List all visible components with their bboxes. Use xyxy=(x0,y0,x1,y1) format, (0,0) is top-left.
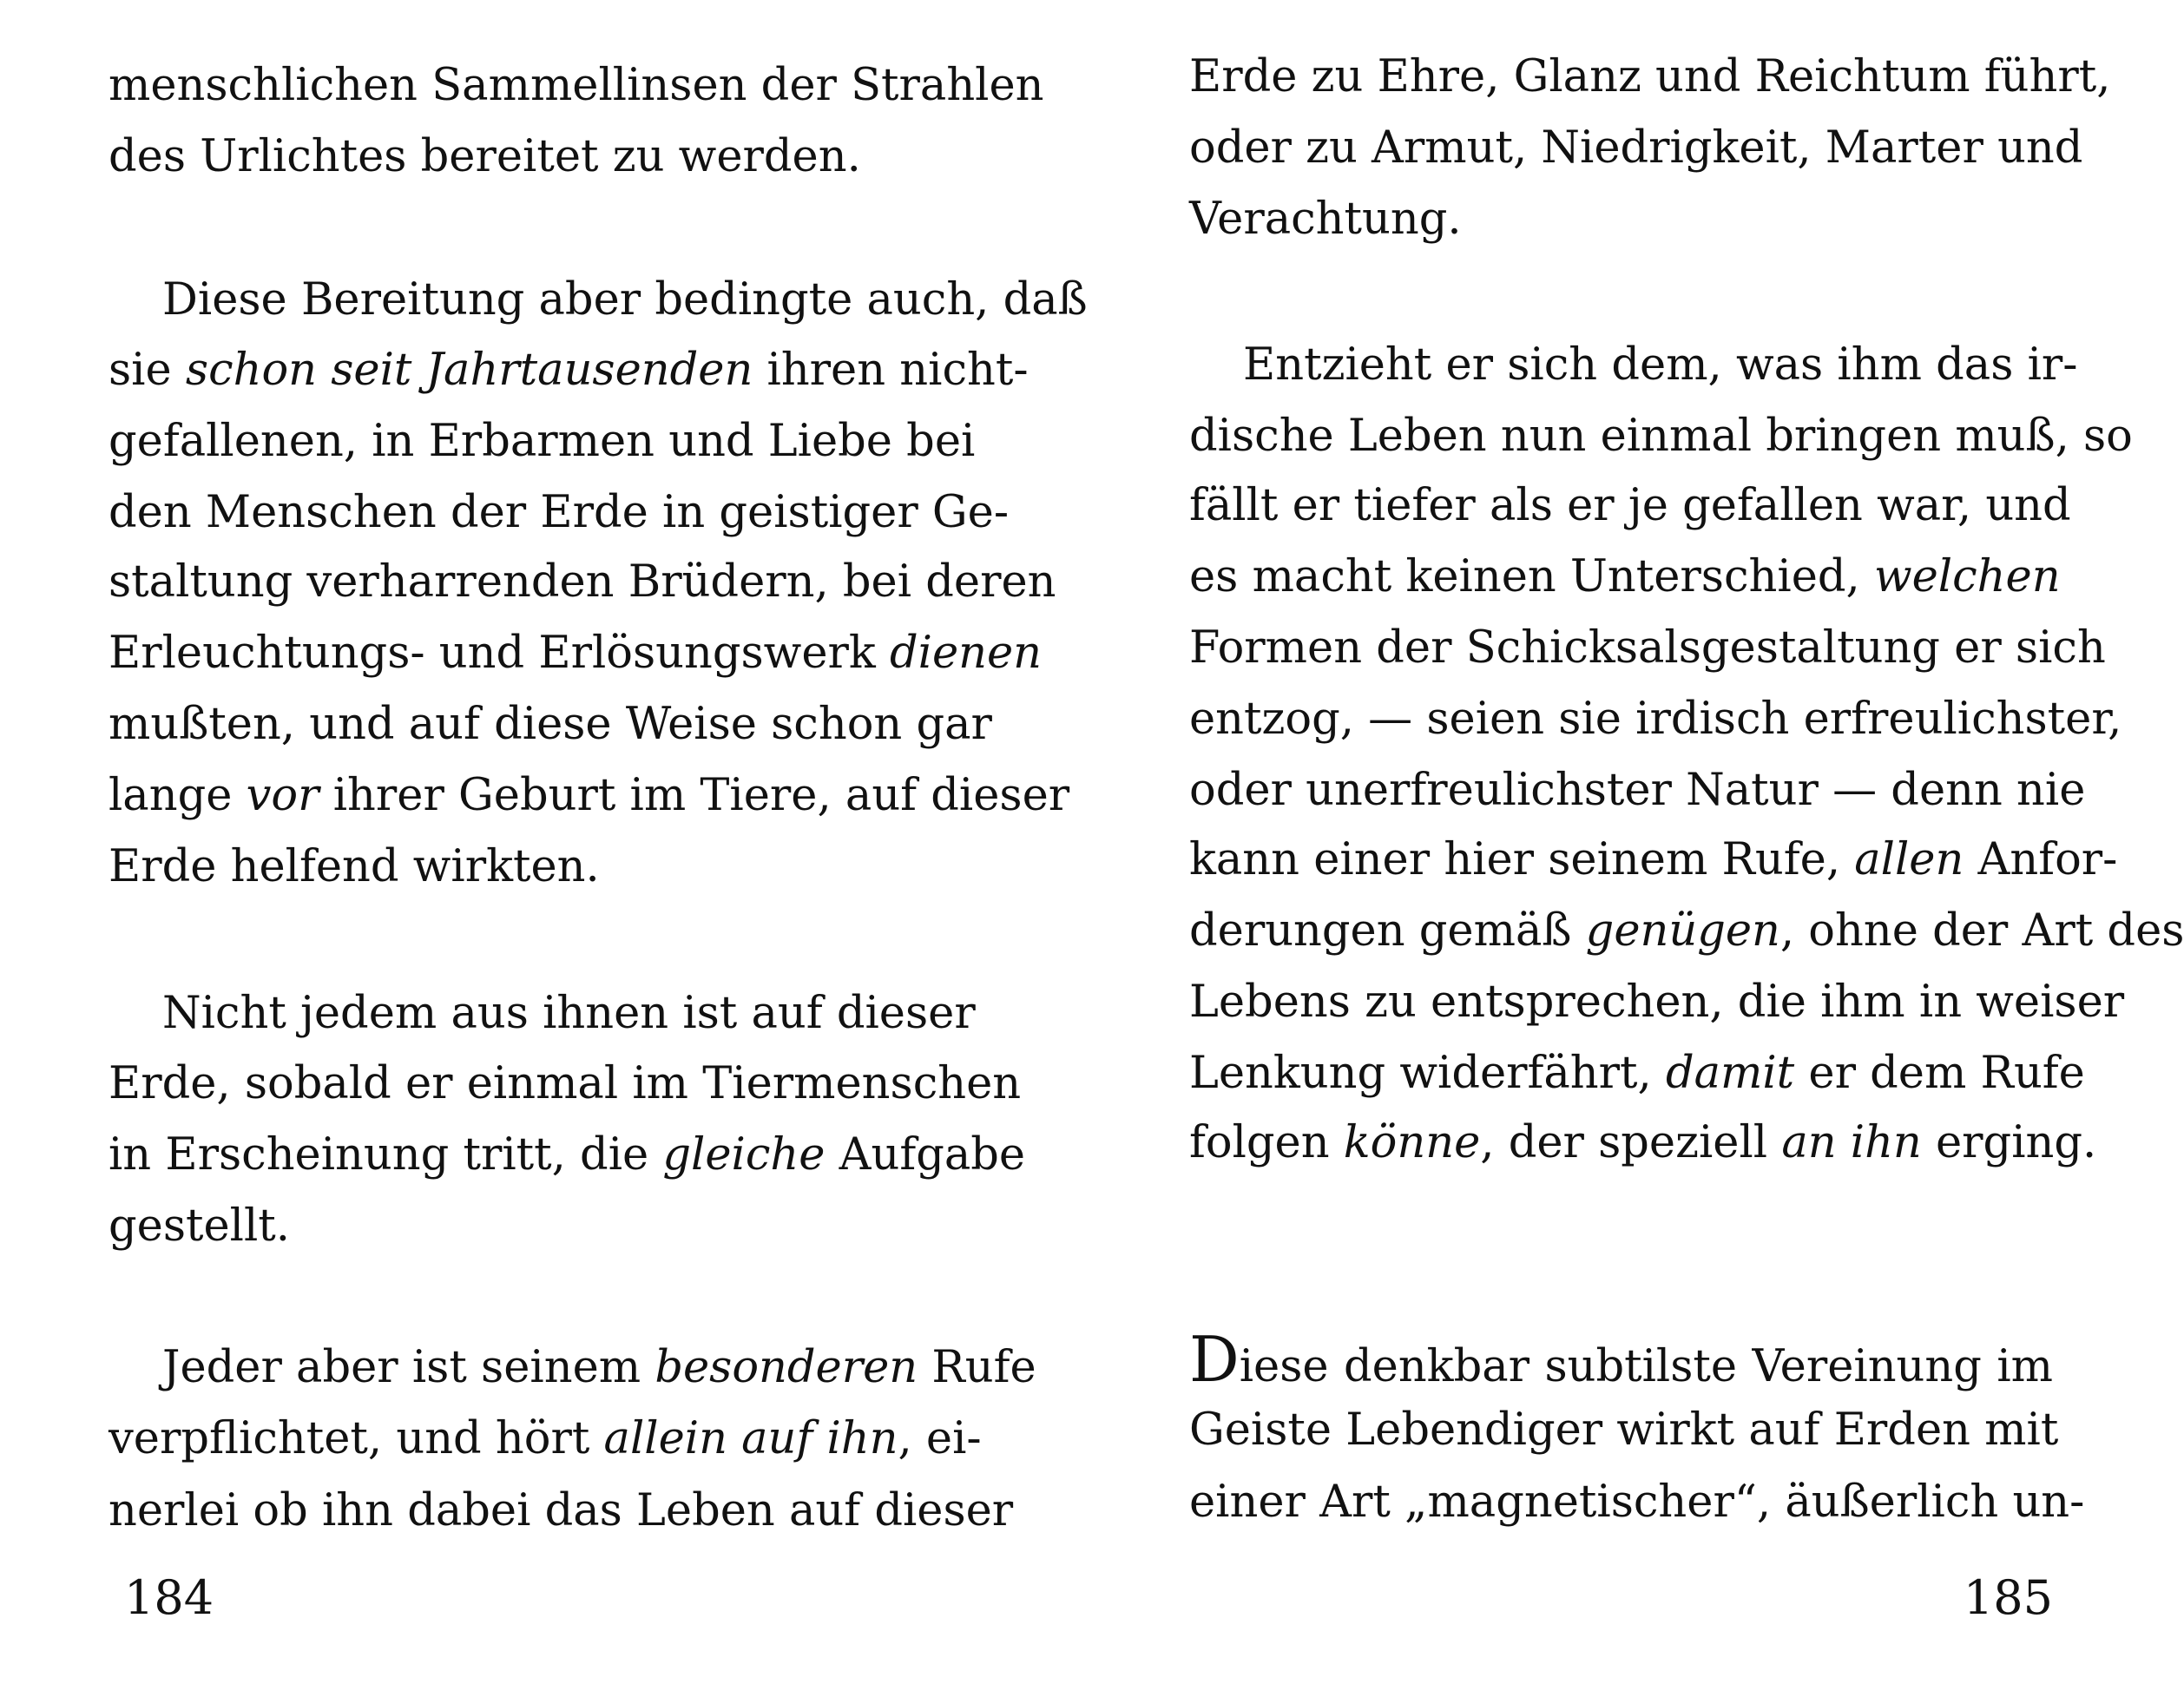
text-segment: Erde zu Ehre, Glanz und Reichtum führt, xyxy=(1189,51,2111,102)
text-segment: des Urlichtes bereitet zu werden. xyxy=(109,131,861,182)
text-line xyxy=(109,689,992,760)
text-segment: staltung verharrenden Brüdern, bei deren xyxy=(109,556,1056,608)
page-number: 184 xyxy=(124,1570,214,1625)
text-segment: erging. xyxy=(1921,1117,2097,1168)
text-segment: Nicht jedem aus ihnen ist auf dieser xyxy=(162,988,976,1039)
text-line xyxy=(109,406,976,477)
emphasis-text: welchen xyxy=(1873,551,2061,602)
page-number: 185 xyxy=(1963,1570,2053,1625)
text-segment: dische Leben nun einmal bringen muß, so xyxy=(1189,411,2133,462)
emphasis-text: allein auf ihn xyxy=(603,1413,898,1464)
text-segment: Aufgabe xyxy=(825,1129,1026,1181)
text-segment: , der speziell xyxy=(1480,1117,1782,1168)
right-page xyxy=(1189,0,2184,1684)
text-line xyxy=(1189,684,2122,755)
text-segment: menschlichen Sammellinsen der Strahlen xyxy=(109,60,1044,111)
text-line xyxy=(1189,613,2106,684)
text-line xyxy=(109,1332,1036,1404)
text-segment: ihrer Geburt im Tiere, auf dieser xyxy=(319,770,1070,821)
text-line xyxy=(109,122,972,193)
text-line xyxy=(1189,42,2111,113)
text-line xyxy=(1189,1038,2085,1109)
text-segment: es macht keinen Unterschied, xyxy=(1189,551,1874,602)
text-line xyxy=(109,335,1029,406)
text-segment: kann einer hier seinem Rufe, xyxy=(1189,834,1855,885)
text-line xyxy=(109,50,1044,122)
text-segment: Formen der Schicksalsgestaltung er sich xyxy=(1189,622,2106,674)
text-line xyxy=(109,547,1056,618)
text-segment: gefallenen, in Erbarmen und Liebe bei xyxy=(109,416,976,467)
text-segment: mußten, und auf diese Weise schon gar xyxy=(109,699,992,750)
emphasis-text: damit xyxy=(1665,1048,1795,1099)
text-segment: den Menschen der Erde in geistiger Ge- xyxy=(109,487,1010,538)
text-segment: in Erscheinung tritt, die xyxy=(109,1129,663,1181)
text-segment: nerlei ob ihn dabei das Leben auf dieser xyxy=(109,1485,1014,1536)
emphasis-text: vor xyxy=(246,770,319,821)
text-segment: oder unerfreulichster Natur — denn nie xyxy=(1189,765,2086,816)
text-line xyxy=(1189,542,2061,613)
text-segment: ihren nicht- xyxy=(753,345,1029,396)
text-segment: , ei- xyxy=(898,1413,982,1464)
text-line xyxy=(1189,896,2184,967)
text-segment: er dem Rufe xyxy=(1794,1048,2085,1099)
text-line xyxy=(1189,184,2053,255)
text-line xyxy=(109,477,1010,549)
text-segment: einer Art „magnetischer“, äußerlich un- xyxy=(1189,1477,2085,1528)
text-segment: Erde, sobald er einmal im Tiermenschen xyxy=(109,1058,1022,1109)
text-segment: iese denkbar subtilste Vereinung im xyxy=(1239,1341,2053,1392)
emphasis-text: allen xyxy=(1854,834,1964,885)
text-segment: Erleuchtungs- und Erlösungswerk xyxy=(109,628,890,679)
text-segment: , ohne der Art des xyxy=(1779,905,2184,957)
text-line xyxy=(109,1404,982,1475)
text-segment: Lebens zu entsprechen, die ihm in weiser xyxy=(1189,977,2125,1028)
emphasis-text: schon seit Jahrtausenden xyxy=(185,345,753,396)
text-segment: Lenkung widerfährt, xyxy=(1189,1048,1666,1099)
text-line xyxy=(1189,1467,2085,1538)
left-page xyxy=(109,0,1088,1684)
text-line xyxy=(1189,825,2118,896)
text-line xyxy=(109,618,1043,689)
text-segment: entzog, — seien sie irdisch erfreulichster, xyxy=(1189,694,2122,745)
text-segment: fällt er tiefer als er je gefallen war, und xyxy=(1189,480,2071,531)
text-segment: oder zu Armut, Niedrigkeit, Marter und xyxy=(1189,122,2083,174)
text-segment: gestellt. xyxy=(109,1201,291,1252)
emphasis-text: besonderen xyxy=(655,1342,918,1393)
text-line xyxy=(109,832,972,903)
text-line xyxy=(109,265,1088,336)
text-line xyxy=(1189,1108,2097,1179)
text-line xyxy=(109,1191,972,1262)
emphasis-text: dienen xyxy=(890,628,1043,679)
text-segment: Jeder aber ist seinem xyxy=(162,1342,655,1393)
text-line xyxy=(1189,113,2083,184)
text-line xyxy=(109,1476,1014,1547)
text-line xyxy=(1189,330,2078,401)
text-line xyxy=(1189,401,2133,472)
drop-cap: D xyxy=(1189,1323,1240,1396)
text-line xyxy=(109,760,1070,832)
text-segment: Diese Bereitung aber bedingte auch, daß xyxy=(162,274,1088,326)
emphasis-text: könne xyxy=(1343,1117,1481,1168)
text-segment: Geiste Lebendiger wirkt auf Erden mit xyxy=(1189,1404,2059,1456)
text-segment: derungen gemäß xyxy=(1189,905,1586,957)
text-line xyxy=(109,978,976,1049)
text-segment: Erde helfend wirkten. xyxy=(109,841,600,892)
text-segment: Entzieht er sich dem, was ihm das ir- xyxy=(1243,339,2078,391)
emphasis-text: an ihn xyxy=(1781,1117,1922,1168)
emphasis-text: genügen xyxy=(1585,905,1780,957)
text-segment: sie xyxy=(109,345,186,396)
text-line xyxy=(1189,1324,2053,1395)
text-segment: Verachtung. xyxy=(1189,194,1462,245)
emphasis-text: gleiche xyxy=(662,1129,826,1181)
text-line xyxy=(1189,470,2071,542)
text-line xyxy=(1189,967,2125,1038)
text-line xyxy=(1189,755,2086,826)
text-segment: lange xyxy=(109,770,247,821)
text-line xyxy=(109,1120,1026,1191)
text-line xyxy=(109,1049,1022,1120)
text-segment: Rufe xyxy=(918,1342,1036,1393)
text-segment: Anfor- xyxy=(1964,834,2118,885)
text-line xyxy=(1189,1395,2059,1466)
text-segment: folgen xyxy=(1189,1117,1344,1168)
text-segment: verpflichtet, und hört xyxy=(109,1413,604,1464)
